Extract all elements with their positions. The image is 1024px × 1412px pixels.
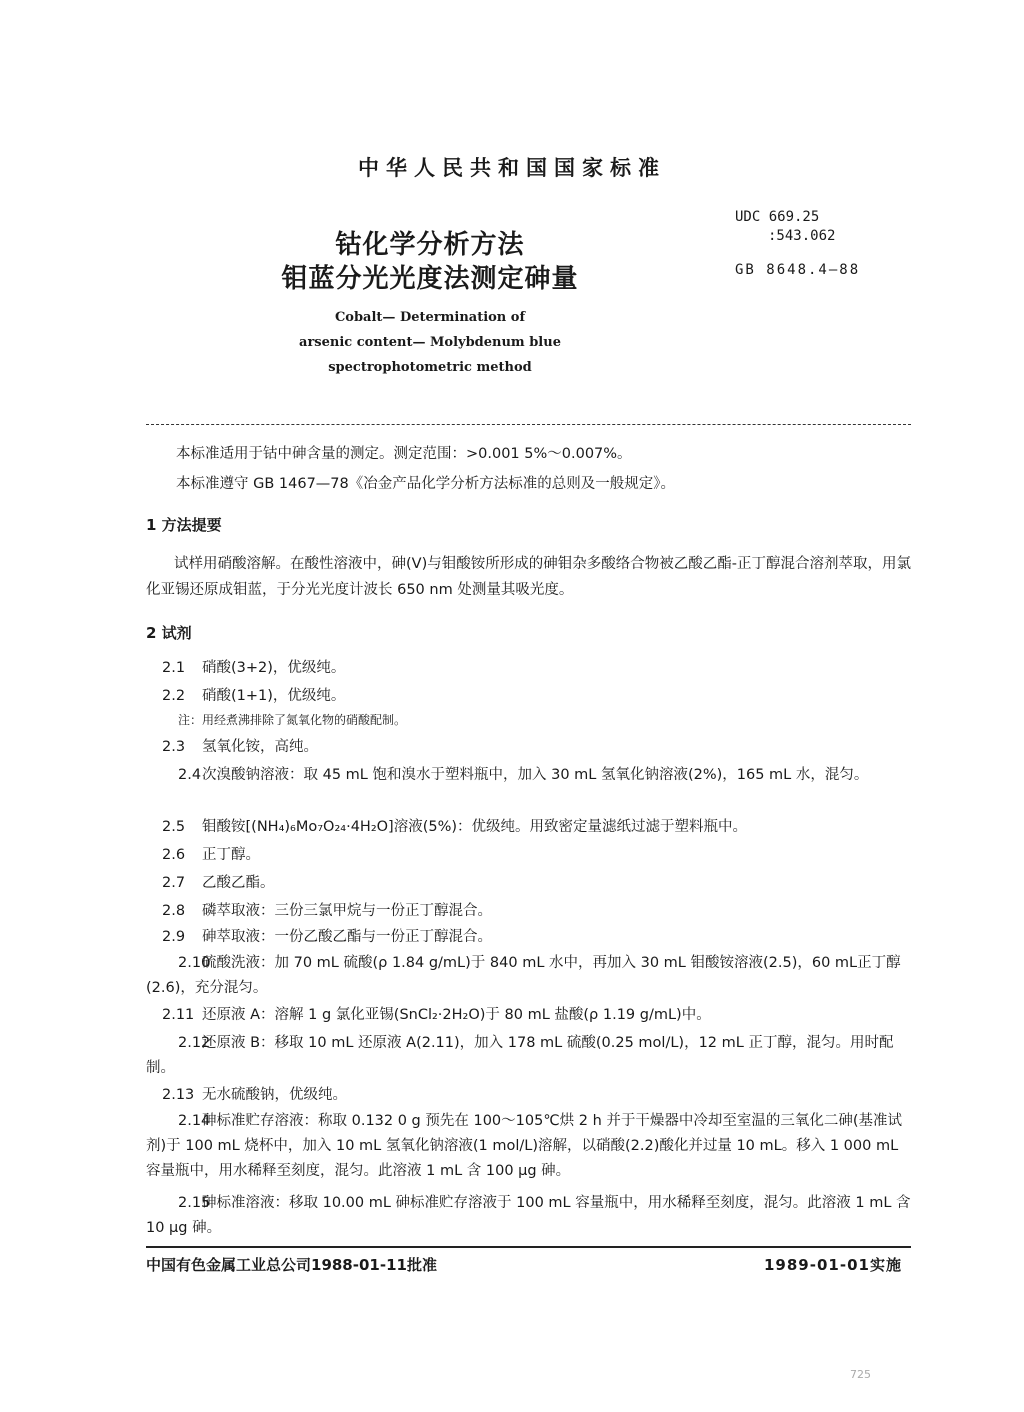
- header-divider: [146, 424, 911, 425]
- reagent-item: 2.7 乙酸乙酯。: [162, 875, 275, 891]
- standard-heading: 中华人民共和国国家标准: [358, 156, 666, 180]
- udc-code-line2: :543.062: [768, 228, 836, 244]
- footer-divider: [146, 1246, 911, 1248]
- reagent-item: 2.10硫酸洗液：加 70 mL 硫酸(ρ 1.84 g/mL)于 840 mL 水中，再加入 30 mL 钼酸铵溶液(2.5)，60 mL正丁醇(2.6)，充分混匀。: [146, 955, 901, 996]
- title-en-line2: arsenic content— Molybdenum blue: [299, 335, 561, 350]
- reagent-item: 2.1 硝酸(3+2)，优级纯。: [162, 660, 346, 676]
- reagent-item: 2.3 氢氧化铵，高纯。: [162, 739, 318, 755]
- intro-compliance: 本标准遵守 GB 1467—78《冶金产品化学分析方法标准的总则及一般规定》。: [176, 476, 676, 492]
- title-en-line3: spectrophotometric method: [328, 360, 532, 375]
- reagent-item: 2.15砷标准溶液：移取 10.00 mL 砷标准贮存溶液于 100 mL 容量瓶中，用水稀释至刻度，混匀。此溶液 1 mL 含 10 μg 砷。: [146, 1195, 911, 1236]
- reagent-item: 2.4次溴酸钠溶液：取 45 mL 饱和溴水于塑料瓶中，加入 30 mL 氢氧化钠溶液(2%)，165 mL 水，混匀。: [178, 767, 869, 783]
- gb-code: GB 8648.4—88: [735, 262, 861, 278]
- reagent-item: 2.2 硝酸(1+1)，优级纯。: [162, 688, 346, 704]
- reagent-item: 2.13 无水硫酸钠，优级纯。: [162, 1087, 347, 1103]
- udc-code-line1: UDC 669.25: [735, 209, 820, 225]
- section-2-heading: 2 试剂: [146, 624, 192, 642]
- approval-note: 中国有色金属工业总公司1988-01-11批准: [146, 1256, 437, 1274]
- title-zh-line2: 钼蓝分光光度法测定砷量: [281, 264, 579, 294]
- intro-scope: 本标准适用于钴中砷含量的测定。测定范围：>0.001 5%～0.007%。: [176, 446, 632, 462]
- section-1-heading: 1 方法提要: [146, 516, 222, 534]
- implementation-date: 1989-01-01实施: [764, 1256, 902, 1274]
- title-zh-line1: 钴化学分析方法: [335, 230, 525, 260]
- reagent-item: 2.12还原液 B：移取 10 mL 还原液 A(2.11)，加入 178 mL 硫酸(0.25 mol/L)，12 mL 正丁醇，混匀。用时配制。: [146, 1035, 894, 1076]
- section-1-text: 试样用硝酸溶解。在酸性溶液中，砷(Ⅴ)与钼酸铵所形成的砷钼杂多酸络合物被乙酸乙酯-正丁醇混合溶剂萃取，用氯化亚锡还原成钼蓝，于分光光度计波长 650 nm 处测量其吸光度。: [146, 556, 911, 598]
- reagent-item: 2.8 磷萃取液：三份三氯甲烷与一份正丁醇混合。: [162, 903, 492, 919]
- page-number: 725: [850, 1368, 871, 1381]
- reagent-item: 2.11 还原液 A：溶解 1 g 氯化亚锡(SnCl₂·2H₂O)于 80 mL 盐酸(ρ 1.19 g/mL)中。: [162, 1007, 711, 1023]
- reagent-item: 2.9 砷萃取液：一份乙酸乙酯与一份正丁醇混合。: [162, 929, 492, 945]
- reagent-item: 2.14砷标准贮存溶液：称取 0.132 0 g 预先在 100～105℃烘 2 h 并于干燥器中冷却至室温的三氧化二砷(基准试剂)于 100 mL 烧杯中，加入 10 mL 氢氧化钠溶液(1 mol/L)溶解，以硝酸(2.2)酸化并过量 10 mL。移入 1 000 mL 容量瓶中，用水稀释至刻度，混匀。此溶液 1 mL 含 100 μg 砷。: [146, 1113, 903, 1179]
- reagent-item: 2.5 钼酸铵[(NH₄)₆Mo₇O₂₄·4H₂O]溶液(5%)：优级纯。用致密定量滤纸过滤于塑料瓶中。: [162, 819, 748, 835]
- title-en-line1: Cobalt— Determination of: [334, 310, 526, 325]
- reagent-item: 2.6 正丁醇。: [162, 847, 260, 863]
- reagent-note: 注：用经煮沸排除了氮氧化物的硝酸配制。: [178, 713, 407, 727]
